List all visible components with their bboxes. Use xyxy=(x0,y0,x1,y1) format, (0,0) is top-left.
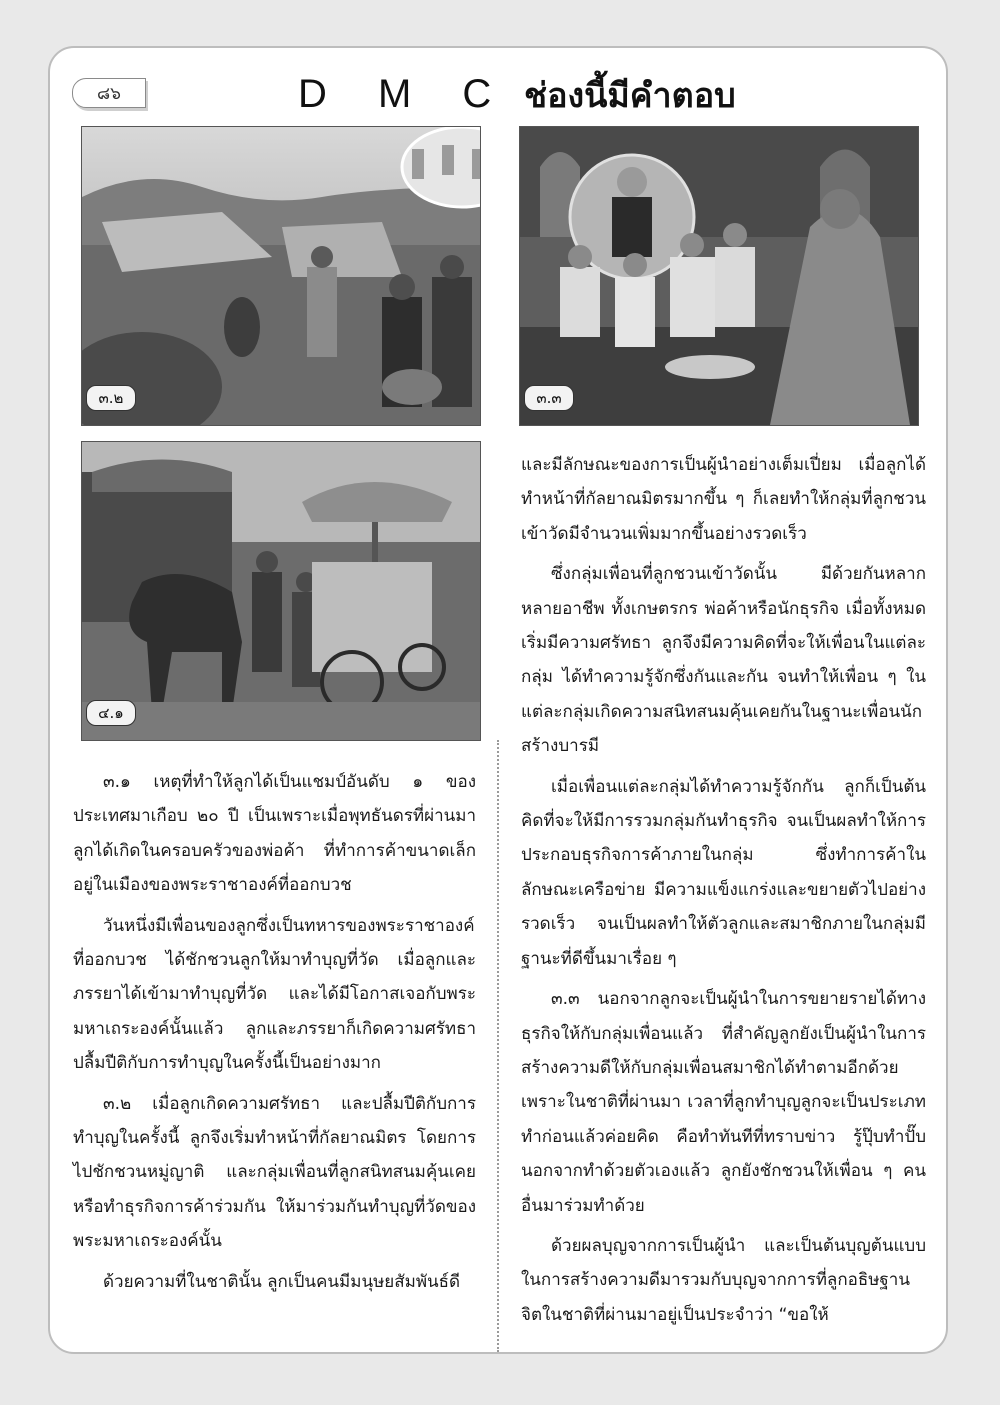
paragraph: และมีลักษณะของการเป็นผู้นำอย่างเต็มเปี่ยม เมื่อลูกได้ทำหน้าที่กัลยาณมิตรมากขึ้น ๆ ก็เลยทำให้กลุ่มที่ลูกชวนเข้าวัดมีจำนวนเพิ่มมากขึ้นอย่างรวดเร็ว xyxy=(521,455,926,544)
paragraph: วันหนึ่งมีเพื่อนของลูกซึ่งเป็นทหารของพระราชาองค์ที่ออกบวช ได้ชักชวนลูกให้มาทำบุญที่วัด เมื่อลูกและภรรยาได้เข้ามาทำบุญที่วัด และได้มีโอกาสเจอกับพระมหาเถระองค์นั้นแล้ว ลูกและภรรยาก็เกิดความศรัทธา ปลื้มปีติกับการทำบุญในครั้งนี้เป็นอย่างมาก xyxy=(73,915,476,1074)
title-latin: D M C xyxy=(298,72,512,116)
page-title xyxy=(298,66,736,122)
figure-caption: ๓.๒ xyxy=(86,385,136,411)
illustration-monk-scene xyxy=(519,126,919,426)
illustration-carriage-scene xyxy=(81,441,481,741)
page-number: ๘๖ xyxy=(72,78,146,108)
figure-caption: ๓.๓ xyxy=(524,385,574,411)
paragraph: ๓.๓ นอกจากลูกจะเป็นผู้นำในการขยายรายได้ทางธุรกิจให้กับกลุ่มเพื่อนแล้ว ที่สำคัญลูกยังเป็นผู้นำในการสร้างความดีให้กับกลุ่มเพื่อนสมาชิกได้ทำตามอีกด้วย เพราะในชาติที่ผ่านมา เวลาที่ลูกทำบุญลูกจะเป็นประเภททำก่อนแล้วค่อยคิด คือทำทันทีที่ทราบข่าว รู้ปุ๊บทำปั๊บ นอกจากทำด้วยตัวเองแล้ว ลูกยังชักชวนให้เพื่อน ๆ คนอื่นมาร่วมทำด้วย xyxy=(521,989,926,1216)
column-divider xyxy=(497,740,499,1352)
paragraph: ๓.๑ เหตุที่ทำให้ลูกได้เป็นแชมป์อันดับ ๑ ของประเทศมาเกือบ ๒๐ ปี เป็นเพราะเมื่อพุทธันดรที่ผ่านมา ลูกได้เกิดในครอบครัวของพ่อค้า ที่ทำการค้าขนาดเล็กอยู่ในเมืองของพระราชาองค์ที่ออกบวช xyxy=(73,772,476,896)
paragraph: ด้วยผลบุญจากการเป็นผู้นำ และเป็นต้นบุญต้นแบบในการสร้างความดีมารวมกับบุญจากการที่ลูกอธิษฐานจิตในชาติที่ผ่านมาอยู่เป็นประจำว่า “ขอให้ xyxy=(521,1235,926,1325)
paragraph: ๓.๒ เมื่อลูกเกิดความศรัทธา และปลื้มปีติกับการทำบุญในครั้งนี้ ลูกจึงเริ่มทำหน้าที่กัลยาณมิตร โดยการไปชักชวนหมู่ญาติ และกลุ่มเพื่อนที่ลูกสนิทสนมคุ้นเคย หรือทำธุรกิจการค้าร่วมกัน ให้มาร่วมกันทำบุญที่วัดของพระมหาเถระองค์นั้น xyxy=(73,1093,476,1252)
right-text-column xyxy=(521,448,926,1338)
title-thai: ช่องนี้มีคำตอบ xyxy=(524,76,736,116)
left-text-column xyxy=(73,765,476,1305)
paragraph: ด้วยความที่ในชาตินั้น ลูกเป็นคนมีมนุษยสัมพันธ์ดี xyxy=(103,1271,461,1292)
paragraph: เมื่อเพื่อนแต่ละกลุ่มได้ทำความรู้จักกัน ลูกก็เป็นต้นคิดที่จะให้มีการรวมกลุ่มกันทำธุรกิจ จนเป็นผลทำให้การประกอบธุรกิจการค้าภายในกลุ่ม ซึ่งทำการค้าในลักษณะเครือข่าย มีความแข็งแกร่งและขยายตัวไปอย่างรวดเร็ว จนเป็นผลทำให้ตัวลูกและสมาชิกภายในกลุ่มมีฐานะที่ดีขึ้นมาเรื่อย ๆ xyxy=(521,776,926,969)
paragraph: ซึ่งกลุ่มเพื่อนที่ลูกชวนเข้าวัดนั้น มีด้วยกันหลากหลายอาชีพ ทั้งเกษตรกร พ่อค้าหรือนักธุรกิจ เมื่อทั้งหมดเริ่มมีความศรัทธา ลูกจึงมีความคิดที่จะให้เพื่อนในแต่ละกลุ่ม ได้ทำความรู้จักซึ่งกันและกัน จนทำให้เพื่อน ๆ ในแต่ละกลุ่มเกิดความสนิทสนมคุ้นเคยกันในฐานะเพื่อนนักสร้างบารมี xyxy=(521,564,926,757)
figure-caption: ๔.๑ xyxy=(86,700,136,726)
illustration-market-scene xyxy=(81,126,481,426)
